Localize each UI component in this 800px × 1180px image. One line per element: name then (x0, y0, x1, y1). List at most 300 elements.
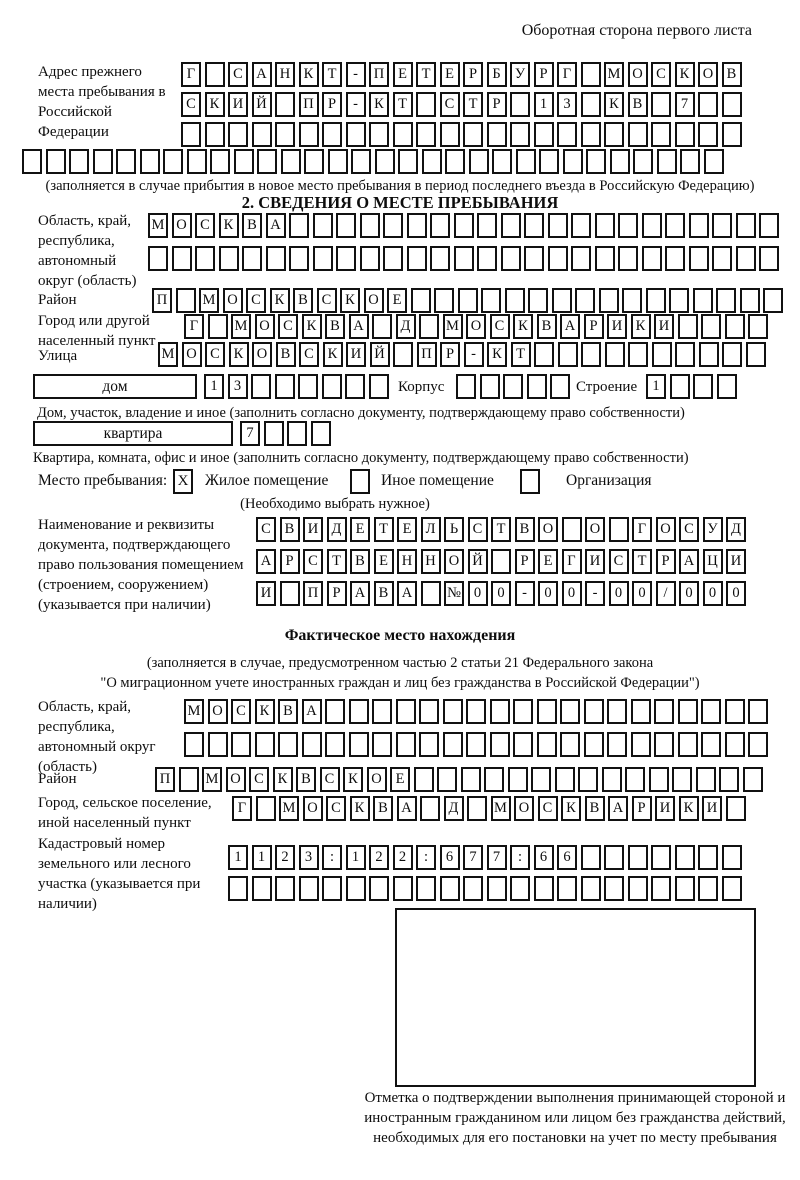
char-cell (69, 149, 89, 174)
char-cell: С (440, 92, 460, 117)
apartment-name-box: квартира (33, 421, 233, 446)
char-cell: С (205, 342, 225, 367)
char-cell (719, 767, 739, 792)
char-cell: Т (327, 549, 347, 574)
street-label: Улица (38, 348, 78, 364)
char-cell: Е (397, 517, 417, 542)
residential-label: Жилое помещение (205, 472, 329, 489)
char-cell (524, 213, 544, 238)
char-cell (722, 342, 742, 367)
char-cell (717, 374, 737, 399)
char-cell: С (679, 517, 699, 542)
char-cell: П (152, 288, 172, 313)
char-cell (416, 122, 436, 147)
char-cell: М (199, 288, 219, 313)
char-cell (696, 767, 716, 792)
char-cell: И (228, 92, 248, 117)
char-cell (748, 732, 768, 757)
char-cell: 0 (609, 581, 629, 606)
char-cell (434, 288, 454, 313)
char-cell (537, 732, 557, 757)
char-cell (618, 213, 638, 238)
char-cell (510, 876, 530, 901)
char-cell: 0 (468, 581, 488, 606)
char-cell (469, 149, 489, 174)
char-cell (725, 732, 745, 757)
char-cell (443, 732, 463, 757)
char-cell (322, 122, 342, 147)
char-cell: К (675, 62, 695, 87)
char-cell: Р (327, 581, 347, 606)
char-cell: Т (322, 62, 342, 87)
char-cell: 0 (679, 581, 699, 606)
char-cell: О (208, 699, 228, 724)
char-cell: П (369, 62, 389, 87)
char-cell: В (374, 581, 394, 606)
char-cell: 3 (557, 92, 577, 117)
char-cell (336, 213, 356, 238)
char-cell: В (278, 699, 298, 724)
char-cell (195, 246, 215, 271)
char-cell (407, 246, 427, 271)
char-cell (360, 213, 380, 238)
actual-city-row (232, 796, 749, 821)
char-cell (678, 732, 698, 757)
char-cell: 6 (557, 845, 577, 870)
char-cell (609, 517, 629, 542)
char-cell (510, 122, 530, 147)
document-row (256, 517, 750, 542)
char-cell (275, 122, 295, 147)
document-row (256, 549, 750, 574)
char-cell: С (320, 767, 340, 792)
char-cell: К (273, 767, 293, 792)
char-cell (563, 149, 583, 174)
char-cell: И (303, 517, 323, 542)
char-cell (678, 314, 698, 339)
char-cell (651, 122, 671, 147)
char-cell (383, 213, 403, 238)
header-note: Оборотная сторона первого листа (521, 22, 752, 39)
char-cell: В (515, 517, 535, 542)
char-cell (604, 122, 624, 147)
char-cell: Й (370, 342, 390, 367)
char-cell: К (255, 699, 275, 724)
char-cell (628, 876, 648, 901)
char-cell (652, 342, 672, 367)
char-cell (289, 213, 309, 238)
char-cell: И (726, 549, 746, 574)
char-cell (360, 246, 380, 271)
char-cell: М (184, 699, 204, 724)
char-cell: Е (387, 288, 407, 313)
char-cell (701, 699, 721, 724)
char-cell: Т (511, 342, 531, 367)
char-cell: : (416, 845, 436, 870)
char-cell (670, 374, 690, 399)
char-cell: А (397, 796, 417, 821)
char-cell: К (340, 288, 360, 313)
char-cell (208, 732, 228, 757)
char-cell (698, 92, 718, 117)
char-cell (422, 149, 442, 174)
char-cell: К (219, 213, 239, 238)
char-cell (646, 288, 666, 313)
char-cell: Й (468, 549, 488, 574)
char-cell: С (181, 92, 201, 117)
char-cell (539, 149, 559, 174)
char-cell (349, 699, 369, 724)
char-cell: 1 (252, 845, 272, 870)
char-cell (430, 246, 450, 271)
char-cell (698, 845, 718, 870)
char-cell (584, 732, 604, 757)
char-cell: А (266, 213, 286, 238)
char-cell: О (182, 342, 202, 367)
char-cell: М (158, 342, 178, 367)
actual-district-label: Район (38, 771, 77, 787)
char-cell (490, 732, 510, 757)
char-cell: М (604, 62, 624, 87)
char-cell (454, 246, 474, 271)
char-cell: А (560, 314, 580, 339)
char-cell (586, 149, 606, 174)
char-cell: Т (491, 517, 511, 542)
char-cell: У (703, 517, 723, 542)
char-cell (477, 246, 497, 271)
char-cell (675, 845, 695, 870)
char-cell (581, 122, 601, 147)
char-cell: К (299, 62, 319, 87)
char-cell: С (468, 517, 488, 542)
char-cell: В (276, 342, 296, 367)
char-cell: В (325, 314, 345, 339)
char-cell: К (270, 288, 290, 313)
stay-place-label: Место пребывания: (38, 472, 168, 489)
stroenie-label: Строение (576, 379, 638, 395)
char-cell: - (464, 342, 484, 367)
char-cell (555, 767, 575, 792)
char-cell (581, 876, 601, 901)
char-cell (602, 767, 622, 792)
char-cell (618, 246, 638, 271)
char-cell (513, 699, 533, 724)
char-cell (369, 122, 389, 147)
char-cell (548, 246, 568, 271)
char-cell (633, 149, 653, 174)
char-cell: Р (515, 549, 535, 574)
char-cell (181, 122, 201, 147)
char-cell: Р (440, 342, 460, 367)
char-cell (420, 796, 440, 821)
char-cell: Г (184, 314, 204, 339)
char-cell: Е (390, 767, 410, 792)
char-cell: Р (322, 92, 342, 117)
char-cell (740, 288, 760, 313)
char-cell (345, 374, 365, 399)
char-cell: Е (350, 517, 370, 542)
char-cell (654, 699, 674, 724)
char-cell (487, 122, 507, 147)
char-cell: / (656, 581, 676, 606)
char-cell (654, 732, 674, 757)
char-cell (257, 149, 277, 174)
char-cell: В (296, 767, 316, 792)
char-cell: О (538, 517, 558, 542)
char-cell (242, 246, 262, 271)
char-cell (548, 213, 568, 238)
char-cell: Р (584, 314, 604, 339)
char-cell (716, 288, 736, 313)
char-cell (524, 246, 544, 271)
char-cell: 0 (562, 581, 582, 606)
actual-region-label: Область, край, республика, автономный округ (область) (38, 699, 156, 775)
char-cell (537, 699, 557, 724)
char-cell: К (487, 342, 507, 367)
char-cell: Р (656, 549, 676, 574)
organization-checkbox (520, 469, 540, 494)
char-cell (527, 374, 547, 399)
char-cell (743, 767, 763, 792)
char-cell (351, 149, 371, 174)
other-premises-checkbox (350, 469, 370, 494)
char-cell (304, 149, 324, 174)
char-cell (313, 213, 333, 238)
char-cell (725, 314, 745, 339)
char-cell (205, 62, 225, 87)
char-cell: С (326, 796, 346, 821)
char-cell: К (369, 92, 389, 117)
char-cell: 2 (393, 845, 413, 870)
char-cell (649, 767, 669, 792)
section2-title: 2. СВЕДЕНИЯ О МЕСТЕ ПРЕБЫВАНИЯ (241, 193, 559, 212)
char-cell (219, 246, 239, 271)
char-cell: Т (393, 92, 413, 117)
char-cell (393, 342, 413, 367)
char-cell (275, 876, 295, 901)
char-cell (281, 149, 301, 174)
char-cell (595, 246, 615, 271)
char-cell: А (302, 699, 322, 724)
char-cell (458, 288, 478, 313)
korpus-cells (456, 374, 574, 399)
char-cell (560, 732, 580, 757)
char-cell: 1 (534, 92, 554, 117)
char-cell (516, 149, 536, 174)
char-cell (187, 149, 207, 174)
char-cell (642, 246, 662, 271)
char-cell: Р (534, 62, 554, 87)
char-cell (275, 92, 295, 117)
char-cell: Т (632, 549, 652, 574)
char-cell (607, 699, 627, 724)
city-row (184, 314, 772, 339)
char-cell (325, 732, 345, 757)
char-cell (689, 246, 709, 271)
char-cell (490, 699, 510, 724)
char-cell: С (538, 796, 558, 821)
char-cell: К (229, 342, 249, 367)
char-cell (140, 149, 160, 174)
char-cell: Д (327, 517, 347, 542)
char-cell: 0 (726, 581, 746, 606)
char-cell (383, 246, 403, 271)
char-cell (722, 92, 742, 117)
char-cell (571, 213, 591, 238)
char-cell: А (608, 796, 628, 821)
char-cell: В (293, 288, 313, 313)
char-cell (759, 213, 779, 238)
char-cell: Р (463, 62, 483, 87)
char-cell (736, 213, 756, 238)
korpus-label: Корпус (398, 379, 445, 395)
char-cell (675, 342, 695, 367)
char-cell (443, 699, 463, 724)
char-cell (419, 699, 439, 724)
char-cell (466, 699, 486, 724)
char-cell (736, 246, 756, 271)
char-cell (491, 549, 511, 574)
char-cell (693, 374, 713, 399)
char-cell (651, 92, 671, 117)
char-cell: А (397, 581, 417, 606)
char-cell (252, 122, 272, 147)
char-cell (759, 246, 779, 271)
char-cell: 7 (487, 845, 507, 870)
char-cell (93, 149, 113, 174)
char-cell (456, 374, 476, 399)
char-cell: Г (562, 549, 582, 574)
char-cell: С (303, 549, 323, 574)
char-cell: К (631, 314, 651, 339)
char-cell: 7 (463, 845, 483, 870)
char-cell: В (537, 314, 557, 339)
char-cell (631, 699, 651, 724)
char-cell: Е (374, 549, 394, 574)
char-cell (148, 246, 168, 271)
char-cell (228, 122, 248, 147)
char-cell (675, 876, 695, 901)
char-cell (396, 699, 416, 724)
actual-city-label: Город, сельское поселение, иной населенный пункт (38, 795, 212, 831)
char-cell (701, 732, 721, 757)
char-cell: 1 (228, 845, 248, 870)
char-cell (534, 876, 554, 901)
stamp-box (395, 908, 756, 1087)
char-cell (369, 876, 389, 901)
char-cell (508, 767, 528, 792)
house-name-box: дом (33, 374, 197, 399)
char-cell: 3 (228, 374, 248, 399)
char-cell: И (585, 549, 605, 574)
char-cell: С (299, 342, 319, 367)
char-cell (513, 732, 533, 757)
char-cell (46, 149, 66, 174)
char-cell: - (515, 581, 535, 606)
char-cell (264, 421, 284, 446)
region-label: Область, край, республика, автономный округ (область) (38, 213, 137, 289)
char-cell (445, 149, 465, 174)
char-cell (407, 213, 427, 238)
char-cell (252, 876, 272, 901)
char-cell (322, 374, 342, 399)
char-cell: С (231, 699, 251, 724)
char-cell (251, 374, 271, 399)
char-cell (604, 876, 624, 901)
char-cell (266, 246, 286, 271)
char-cell: М (202, 767, 222, 792)
document-row (256, 581, 750, 606)
char-cell: О (226, 767, 246, 792)
char-cell: Д (444, 796, 464, 821)
house-caption: Дом, участок, владение и иное (заполнить согласно документу, подтверждающему право собственности) (37, 405, 685, 421)
district-label: Район (38, 292, 77, 308)
char-cell (210, 149, 230, 174)
char-cell: К (205, 92, 225, 117)
char-cell (416, 876, 436, 901)
char-cell (275, 374, 295, 399)
char-cell: 0 (703, 581, 723, 606)
char-cell: П (303, 581, 323, 606)
char-cell (505, 288, 525, 313)
char-cell: С (609, 549, 629, 574)
prev-address-row (22, 149, 727, 174)
actual-district-row (155, 767, 766, 792)
region-row (148, 213, 783, 238)
char-cell: В (350, 549, 370, 574)
char-cell (372, 732, 392, 757)
char-cell: О (255, 314, 275, 339)
char-cell: 0 (632, 581, 652, 606)
char-cell (287, 421, 307, 446)
char-cell (534, 342, 554, 367)
char-cell (699, 342, 719, 367)
char-cell (689, 213, 709, 238)
char-cell: И (654, 314, 674, 339)
char-cell: : (322, 845, 342, 870)
char-cell: С (651, 62, 671, 87)
char-cell (698, 876, 718, 901)
char-cell: М (279, 796, 299, 821)
char-cell (172, 246, 192, 271)
cadastral-row (228, 876, 745, 901)
char-cell: Н (421, 549, 441, 574)
char-cell (560, 699, 580, 724)
char-cell (231, 732, 251, 757)
char-cell: А (349, 314, 369, 339)
char-cell (557, 122, 577, 147)
char-cell (234, 149, 254, 174)
char-cell (419, 732, 439, 757)
char-cell: К (561, 796, 581, 821)
street-row (158, 342, 769, 367)
char-cell (712, 246, 732, 271)
char-cell (480, 374, 500, 399)
char-cell (419, 314, 439, 339)
char-cell: Г (232, 796, 252, 821)
char-cell: Т (374, 517, 394, 542)
char-cell: И (256, 581, 276, 606)
char-cell (678, 699, 698, 724)
char-cell: 6 (440, 845, 460, 870)
actual-region-row (184, 732, 772, 757)
char-cell: А (256, 549, 276, 574)
char-cell: - (346, 62, 366, 87)
char-cell: К (604, 92, 624, 117)
char-cell: О (628, 62, 648, 87)
char-cell (437, 767, 457, 792)
char-cell: № (444, 581, 464, 606)
